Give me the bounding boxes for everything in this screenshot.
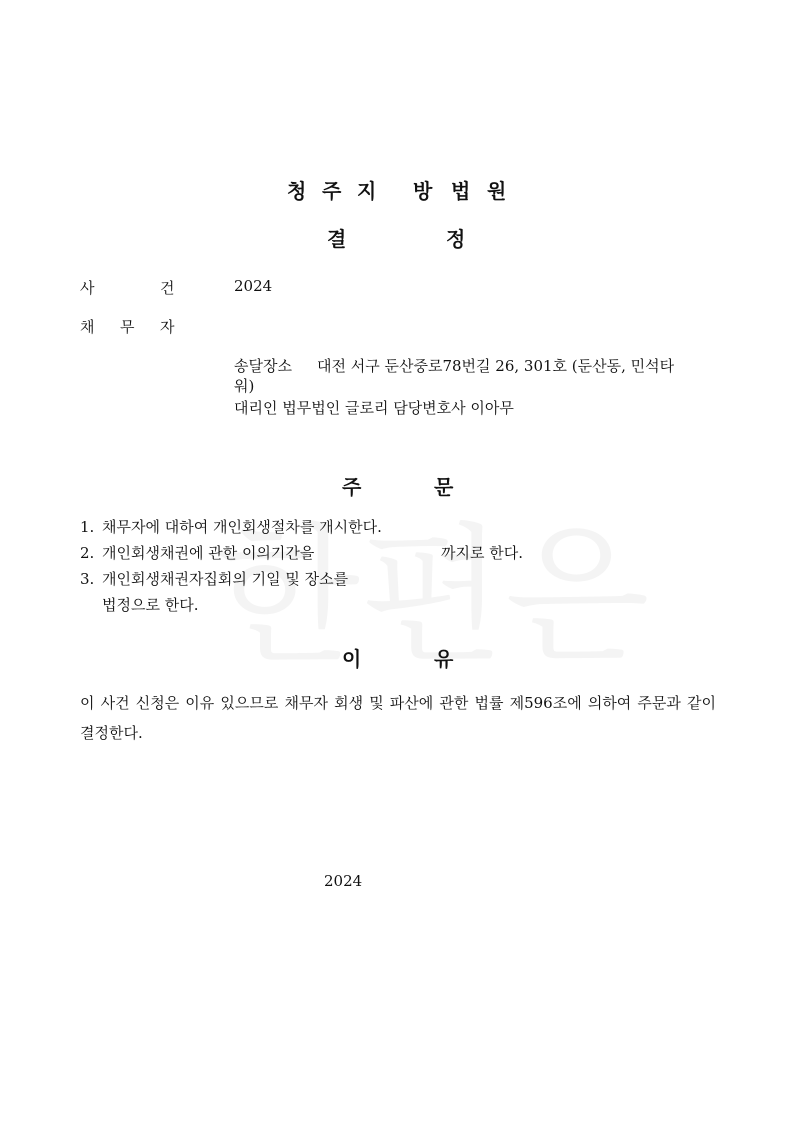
case-label-char: 건 [160, 279, 175, 297]
court-name-char: 지 [357, 179, 378, 203]
order-item-3: 개인회생채권자집회의 기일 및 장소를 [102, 570, 349, 588]
order-item-1: 채무자에 대하여 개인회생절차를 개시한다. [102, 518, 382, 536]
debtor-label-char: 무 [120, 318, 135, 336]
debtor-address-cont: 워) [234, 377, 255, 395]
court-name-char: 방 [413, 179, 434, 203]
case-label-char: 사 [80, 279, 95, 297]
decision-date: 2024 [324, 872, 363, 890]
document-title-char: 결 [327, 227, 348, 251]
order-item-2-tail: 까지로 한다. [441, 544, 523, 562]
court-name-char: 청 [287, 179, 308, 203]
debtor-agent: 대리인 법무법인 글로리 담당변호사 이아무 [234, 399, 514, 417]
document-title-char: 정 [446, 227, 467, 251]
court-name-char: 법 [451, 179, 472, 203]
reason-heading-char: 이 [342, 647, 363, 671]
reason-heading-char: 유 [434, 647, 455, 671]
address-label: 송달장소 [234, 357, 292, 375]
order-item-number: 2. [80, 544, 95, 562]
debtor-label-char: 채 [80, 318, 95, 336]
debtor-label-char: 자 [160, 318, 175, 336]
debtor-address: 대전 서구 둔산중로78번길 26, 301호 (둔산동, 민석타 [317, 357, 675, 375]
order-item-3-cont: 법정으로 한다. [102, 596, 199, 614]
order-item-number: 3. [80, 570, 95, 588]
case-number: 2024 [234, 277, 273, 295]
order-item-number: 1. [80, 518, 95, 536]
court-name-char: 주 [322, 179, 343, 203]
court-name-char: 원 [487, 179, 508, 203]
order-item-2: 개인회생채권에 관한 이의기간을 [102, 544, 315, 562]
order-heading-char: 문 [434, 475, 455, 499]
reason-text: 이 사건 신청은 이유 있으므로 채무자 회생 및 파산에 관한 법률 제596조에 의하여 주문과 같이 결정한다. [80, 694, 716, 742]
order-heading-char: 주 [342, 475, 363, 499]
